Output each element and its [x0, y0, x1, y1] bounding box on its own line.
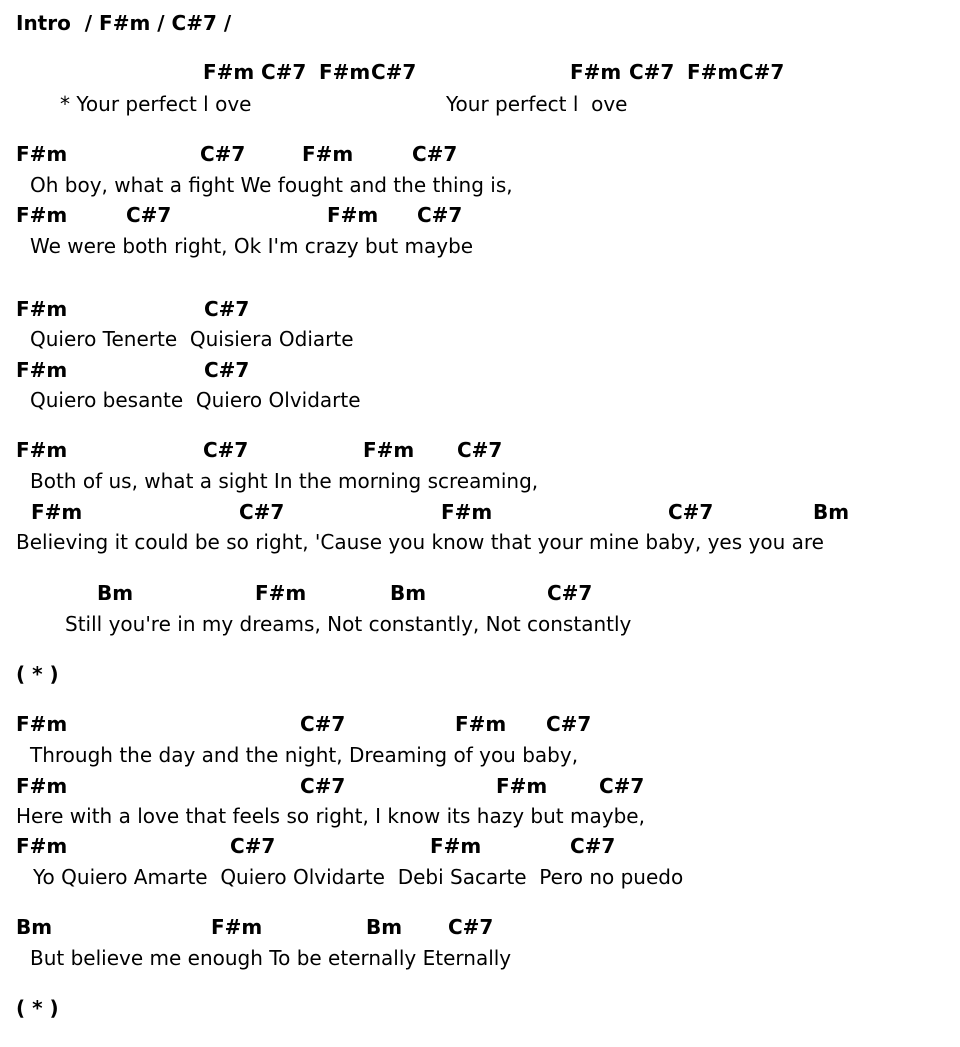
lyric-line: [0, 742, 960, 768]
repeat-marker-text: ( * ): [16, 996, 59, 1020]
chords-line: [0, 59, 960, 85]
lyric-segment: Quiero besante Quiero Olvidarte: [30, 388, 361, 412]
chord-token: Bm: [390, 581, 427, 605]
lyric-segment: Yo Quiero Amarte Quiero Olvidarte Debi Sacarte Pero no puedo: [33, 865, 684, 889]
chord-token: C#7: [547, 581, 593, 605]
chords-line: [0, 357, 960, 383]
lyric-segment: * Your perfect l ove: [60, 92, 252, 116]
lyric-segment: Oh boy, what a fight We fought and the thing is,: [30, 173, 513, 197]
chord-token: F#m: [327, 203, 379, 227]
chord-token: Bm: [813, 500, 850, 524]
marker-line: [0, 995, 960, 1021]
heading-line: [0, 10, 960, 36]
chords-line: [0, 202, 960, 228]
chord-token: C#7: [261, 60, 307, 84]
chord-token: F#m: [16, 358, 68, 382]
chord-token: F#m: [16, 712, 68, 736]
chord-token: C#7: [203, 438, 249, 462]
chord-token: F#m: [16, 834, 68, 858]
chord-token: C#7: [239, 500, 285, 524]
chord-token: C#7: [448, 915, 494, 939]
lyric-segment: Quiero Tenerte Quisiera Odiarte: [30, 327, 354, 351]
chords-line: [0, 141, 960, 167]
chord-token: C#7: [300, 774, 346, 798]
chord-token: F#m: [16, 297, 68, 321]
chord-token: F#m: [31, 500, 83, 524]
chord-token: C#7: [629, 60, 675, 84]
lyric-line: [0, 326, 960, 352]
chord-token: F#m: [441, 500, 493, 524]
chords-line: [0, 711, 960, 737]
lyric-line: [0, 945, 960, 971]
chord-token: F#m: [16, 438, 68, 462]
chord-token: C#7: [739, 60, 785, 84]
chord-token: F#m: [16, 203, 68, 227]
chord-token: C#7: [204, 358, 250, 382]
chords-line: [0, 499, 960, 525]
lyric-segment: Still you're in my dreams, Not constantly, Not constantly: [65, 612, 632, 636]
lyric-line: [0, 864, 960, 890]
lyric-line: [0, 172, 960, 198]
chord-token: C#7: [200, 142, 246, 166]
repeat-marker-text: ( * ): [16, 662, 59, 686]
chord-token: C#7: [371, 60, 417, 84]
chord-token: C#7: [668, 500, 714, 524]
lyric-segment: Your perfect l ove: [446, 92, 628, 116]
lyric-segment: Believing it could be so right, 'Cause you know that your mine baby, yes you are: [16, 530, 824, 554]
chord-token: C#7: [546, 712, 592, 736]
chord-token: C#7: [230, 834, 276, 858]
chord-token: C#7: [126, 203, 172, 227]
chord-token: C#7: [570, 834, 616, 858]
chord-token: F#m: [496, 774, 548, 798]
lyric-segment: We were both right, Ok I'm crazy but maybe: [30, 234, 474, 258]
chords-line: [0, 296, 960, 322]
chord-token: C#7: [417, 203, 463, 227]
chord-token: F#m: [255, 581, 307, 605]
chord-token: C#7: [457, 438, 503, 462]
chord-token: F#m: [211, 915, 263, 939]
lyric-line: [0, 468, 960, 494]
chord-token: C#7: [204, 297, 250, 321]
chord-token: F#m: [430, 834, 482, 858]
lyric-line: [0, 529, 960, 555]
chord-token: F#m: [16, 774, 68, 798]
chords-line: [0, 773, 960, 799]
lyric-segment: Through the day and the night, Dreaming of you baby,: [30, 743, 579, 767]
lyric-line: [0, 611, 960, 637]
chord-token: Bm: [97, 581, 134, 605]
lyric-line: [0, 91, 960, 117]
chord-token: C#7: [412, 142, 458, 166]
chords-line: [0, 833, 960, 859]
lyric-segment: Here with a love that feels so right, I know its hazy but maybe,: [16, 804, 645, 828]
chord-token: F#m: [455, 712, 507, 736]
chord-token: F#m: [570, 60, 622, 84]
lyric-segment: Both of us, what a sight In the morning screaming,: [30, 469, 539, 493]
chord-token: F#m: [687, 60, 739, 84]
chord-token: F#m: [363, 438, 415, 462]
lyric-line: [0, 803, 960, 829]
chord-token: F#m: [203, 60, 255, 84]
heading-text: Intro / F#m / C#7 /: [16, 11, 232, 35]
chord-token: Bm: [16, 915, 53, 939]
chords-line: [0, 437, 960, 463]
chord-token: Bm: [366, 915, 403, 939]
lyric-line: [0, 387, 960, 413]
lyric-line: [0, 233, 960, 259]
chord-token: F#m: [302, 142, 354, 166]
chord-token: C#7: [599, 774, 645, 798]
chord-token: C#7: [300, 712, 346, 736]
chord-token: F#m: [319, 60, 371, 84]
chords-line: [0, 580, 960, 606]
chord-token: F#m: [16, 142, 68, 166]
marker-line: [0, 661, 960, 687]
lyric-segment: But believe me enough To be eternally Eternally: [30, 946, 512, 970]
chords-line: [0, 914, 960, 940]
